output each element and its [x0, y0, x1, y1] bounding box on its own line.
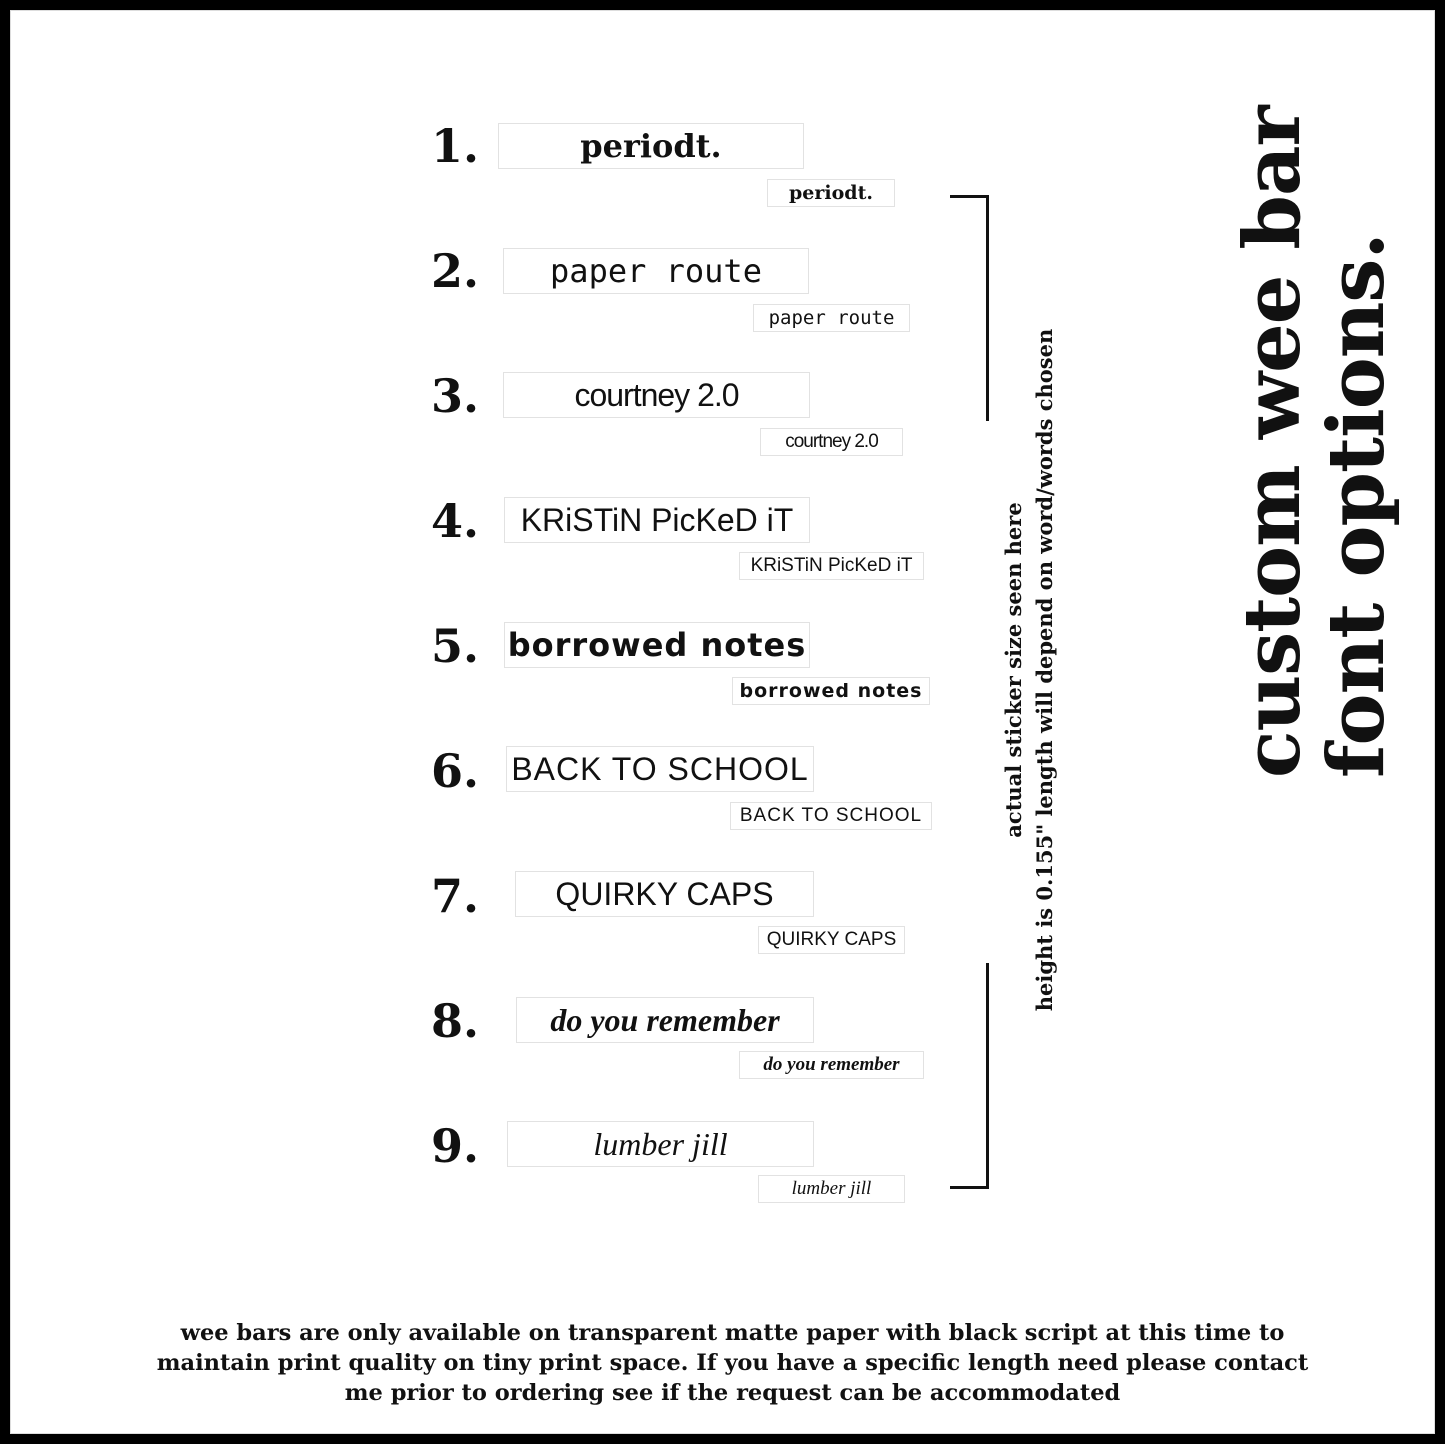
page-frame — [10, 10, 1435, 1434]
font-sample-actual-size-6: BACK TO SCHOOL — [730, 802, 932, 830]
option-number-4: 4. — [431, 494, 480, 548]
bracket-bottom-arm — [950, 1186, 989, 1189]
font-sample-large-7: QUIRKY CAPS — [515, 871, 814, 917]
sticker-size-note — [998, 290, 1060, 1050]
font-sample-large-1: periodt. — [498, 123, 804, 169]
option-number-6: 6. — [431, 744, 480, 798]
font-sample-actual-size-7: QUIRKY CAPS — [758, 926, 905, 954]
font-sample-actual-size-5: borrowed notes — [732, 677, 930, 705]
bracket-upper-line — [986, 195, 989, 421]
option-number-7: 7. — [431, 869, 480, 923]
sticker-size-note-line-1: actual sticker size seen here — [1001, 502, 1026, 838]
font-sample-large-3: courtney 2.0 — [503, 372, 810, 418]
option-number-5: 5. — [431, 619, 480, 673]
font-sample-large-5: borrowed notes — [504, 622, 810, 668]
font-sample-large-6: BACK TO SCHOOL — [506, 746, 814, 792]
page-title: custom wee bar font options. — [1227, 106, 1402, 778]
bracket-top-arm — [950, 195, 989, 198]
font-sample-large-8: do you remember — [516, 997, 814, 1043]
font-sample-actual-size-9: lumber jill — [758, 1175, 905, 1203]
font-sample-actual-size-3: courtney 2.0 — [760, 428, 903, 456]
font-sample-actual-size-8: do you remember — [739, 1051, 924, 1079]
option-number-3: 3. — [431, 369, 480, 423]
font-sample-large-2: paper route — [503, 248, 809, 294]
sticker-size-note-line-2: height is 0.155" length will depend on word/words chosen — [1032, 328, 1057, 1012]
option-number-8: 8. — [431, 994, 480, 1048]
font-sample-large-9: lumber jill — [507, 1121, 814, 1167]
font-sample-actual-size-2: paper route — [753, 304, 910, 332]
option-number-1: 1. — [431, 119, 480, 173]
font-sample-large-4: KRiSTiN PicKeD iT — [504, 497, 810, 543]
option-number-9: 9. — [431, 1119, 480, 1173]
font-sample-actual-size-4: KRiSTiN PicKeD iT — [739, 552, 924, 580]
footer-notice: wee bars are only available on transparent matte paper with black script at this time to maintain print quality on tiny print space. If you have a specific length need please contact me prior to ordering see if the request can be accommodated — [156, 1320, 1309, 1406]
bracket-lower-line — [986, 963, 989, 1189]
option-number-2: 2. — [431, 244, 480, 298]
font-sample-actual-size-1: periodt. — [767, 179, 895, 207]
